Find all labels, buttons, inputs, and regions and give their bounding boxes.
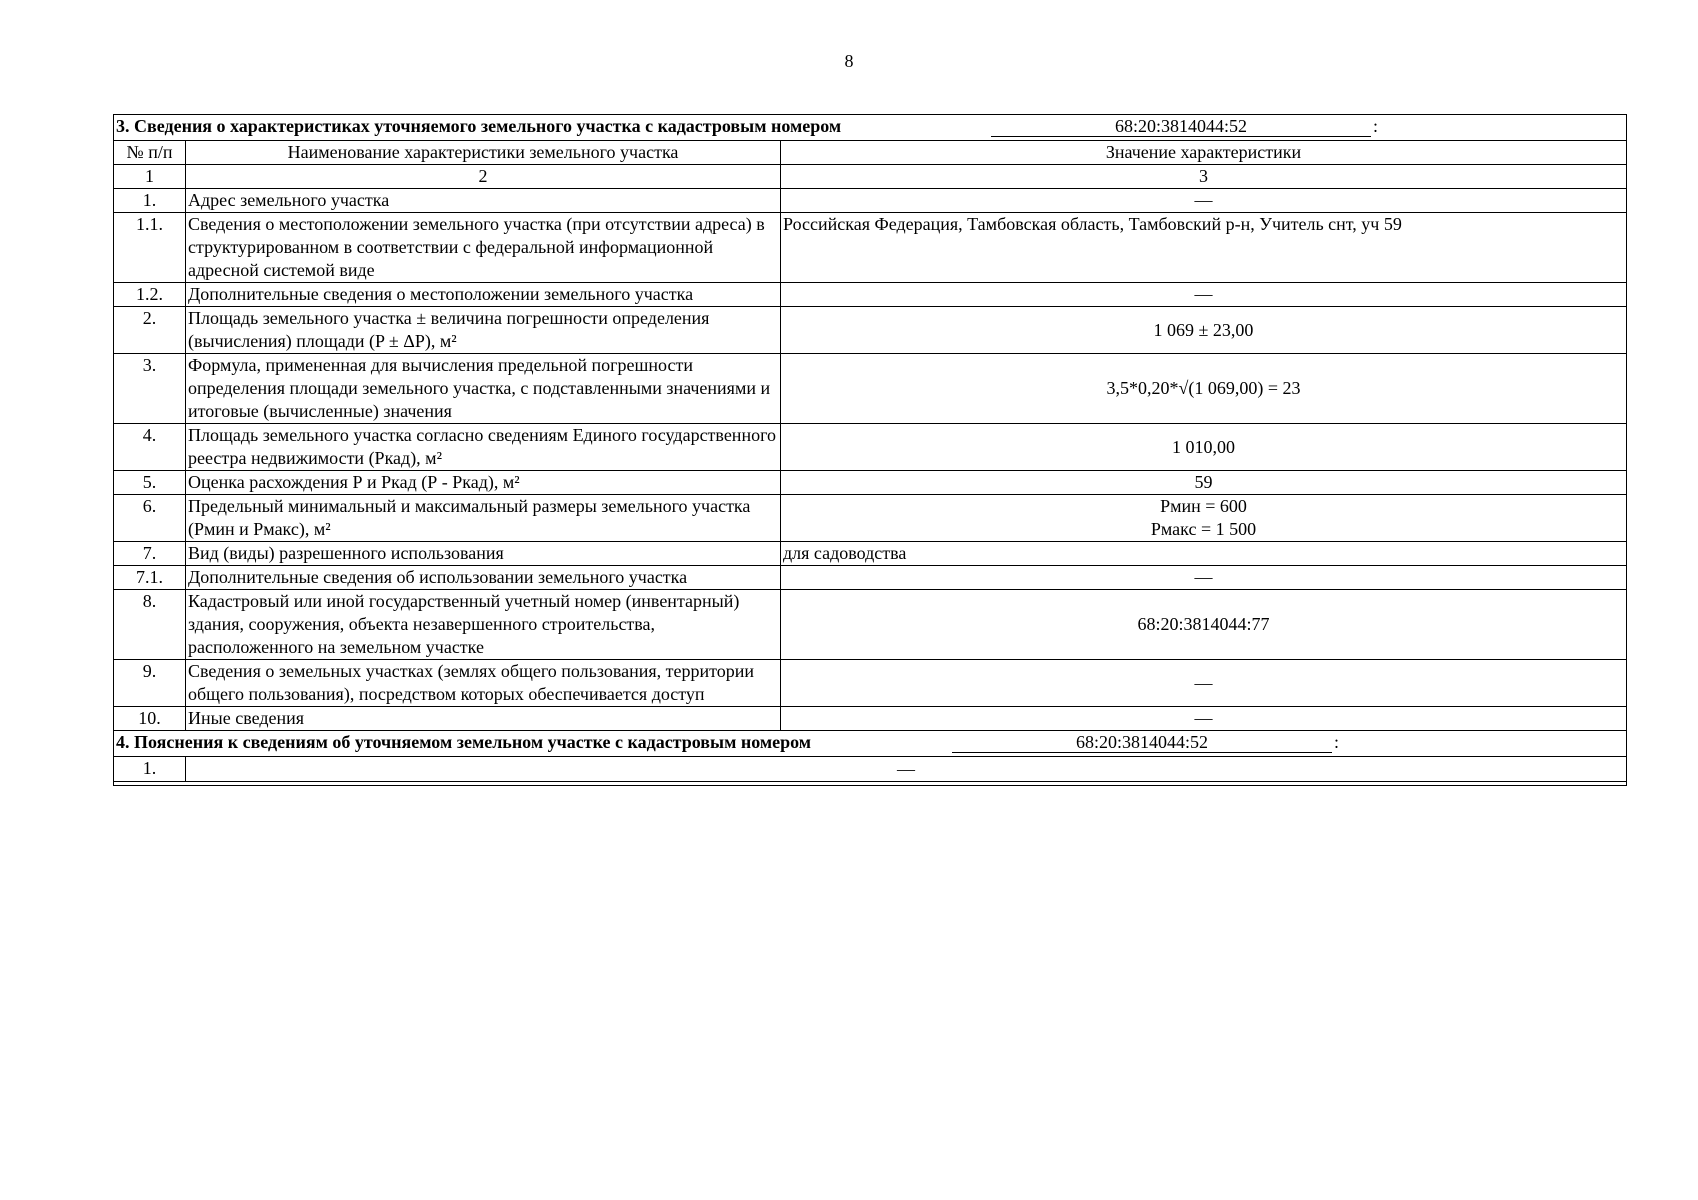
page-number: 8 — [844, 51, 854, 71]
table-row — [114, 471, 1627, 495]
row-value: — — [781, 283, 1627, 307]
row-name: Адрес земельного участка — [186, 189, 781, 213]
row-name: Сведения о местоположении земельного участка (при отсутствии адреса) в структурированном в соответствии с федеральной информационной адресной системой виде — [186, 213, 781, 283]
row-name: Дополнительные сведения о местоположении земельного участка — [186, 283, 781, 307]
table-row — [114, 189, 1627, 213]
row-name: Вид (виды) разрешенного использования — [186, 542, 781, 566]
table-header-row — [114, 141, 1627, 165]
row-name: Дополнительные сведения об использовании земельного участка — [186, 566, 781, 590]
row-value — [781, 495, 1627, 542]
row-number: 1. — [114, 189, 186, 213]
section-4-title: 4. Пояснения к сведениям об уточняемом земельном участке с кадастровым номером — [116, 732, 812, 752]
section-4-header — [114, 731, 1627, 757]
column-number-3: 3 — [781, 165, 1627, 189]
table-row — [114, 590, 1627, 660]
table-row — [114, 542, 1627, 566]
row-number: 8. — [114, 590, 186, 660]
header-name: Наименование характеристики земельного участка — [186, 141, 781, 165]
row-number: 7.1. — [114, 566, 186, 590]
table-row — [114, 495, 1627, 542]
row-number: 7. — [114, 542, 186, 566]
table-row — [114, 213, 1627, 283]
row-name: Площадь земельного участка согласно сведениям Единого государственного реестра недвижимости (Ркад), м² — [186, 424, 781, 471]
max-size-value: Pмакс = 1 500 — [1150, 519, 1257, 539]
header-value: Значение характеристики — [781, 141, 1627, 165]
row-value: — — [781, 707, 1627, 731]
table-row — [114, 660, 1627, 707]
row-value: Российская Федерация, Тамбовская область, Тамбовский р-н, Учитель снт, уч 59 — [781, 213, 1627, 283]
column-numbers-row — [114, 165, 1627, 189]
section-4-cadastral-number: 68:20:3814044:52 — [952, 732, 1332, 753]
row-number: 10. — [114, 707, 186, 731]
table-row — [114, 354, 1627, 424]
row-number: 2. — [114, 307, 186, 354]
row-value: 1 010,00 — [781, 424, 1627, 471]
section-3-header — [114, 115, 1627, 141]
row-number: 1.2. — [114, 283, 186, 307]
table-row — [114, 707, 1627, 731]
row-value: 68:20:3814044:77 — [781, 590, 1627, 660]
section-4-colon: : — [1334, 732, 1340, 752]
row-number: 4. — [114, 424, 186, 471]
table-row — [114, 566, 1627, 590]
row-number: 9. — [114, 660, 186, 707]
row-value: — — [781, 189, 1627, 213]
document-body — [113, 114, 1627, 786]
table-row — [114, 757, 1627, 782]
row-name: Предельный минимальный и максимальный размеры земельного участка (Pмин и Pмакс), м² — [186, 495, 781, 542]
row-value: — — [186, 757, 1627, 782]
header-num: № п/п — [114, 141, 186, 165]
row-name: Оценка расхождения Р и Ркад (Р - Ркад), м² — [186, 471, 781, 495]
row-value: 3,5*0,20*√(1 069,00) = 23 — [781, 354, 1627, 424]
row-number: 1. — [114, 757, 186, 782]
section-3-title: 3. Сведения о характеристиках уточняемого земельного участка с кадастровым номером — [116, 116, 842, 136]
row-value: 59 — [781, 471, 1627, 495]
row-value: для садоводства — [781, 542, 1627, 566]
table-row — [114, 307, 1627, 354]
section-3-colon: : — [1373, 116, 1379, 136]
table-row — [114, 424, 1627, 471]
row-number: 6. — [114, 495, 186, 542]
characteristics-table — [113, 114, 1627, 786]
section-3-cadastral-number: 68:20:3814044:52 — [991, 116, 1371, 137]
row-number: 5. — [114, 471, 186, 495]
row-number: 1.1. — [114, 213, 186, 283]
row-value: — — [781, 566, 1627, 590]
row-number: 3. — [114, 354, 186, 424]
row-name: Формула, примененная для вычисления предельной погрешности определения площади земельного участка, с подставленными значениями и итоговые (вычисленные) значения — [186, 354, 781, 424]
row-value: 1 069 ± 23,00 — [781, 307, 1627, 354]
column-number-1: 1 — [114, 165, 186, 189]
row-name: Сведения о земельных участках (землях общего пользования, территории общего пользования), посредством которых обеспечивается доступ — [186, 660, 781, 707]
table-closing-border — [114, 782, 1627, 786]
row-name: Иные сведения — [186, 707, 781, 731]
table-row — [114, 283, 1627, 307]
row-name: Площадь земельного участка ± величина погрешности определения (вычисления) площади (P ± ΔP), м² — [186, 307, 781, 354]
min-size-value: Pмин = 600 — [1160, 496, 1247, 516]
column-number-2: 2 — [186, 165, 781, 189]
row-name: Кадастровый или иной государственный учетный номер (инвентарный) здания, сооружения, объекта незавершенного строительства, расположенного на земельном участке — [186, 590, 781, 660]
row-value: — — [781, 660, 1627, 707]
